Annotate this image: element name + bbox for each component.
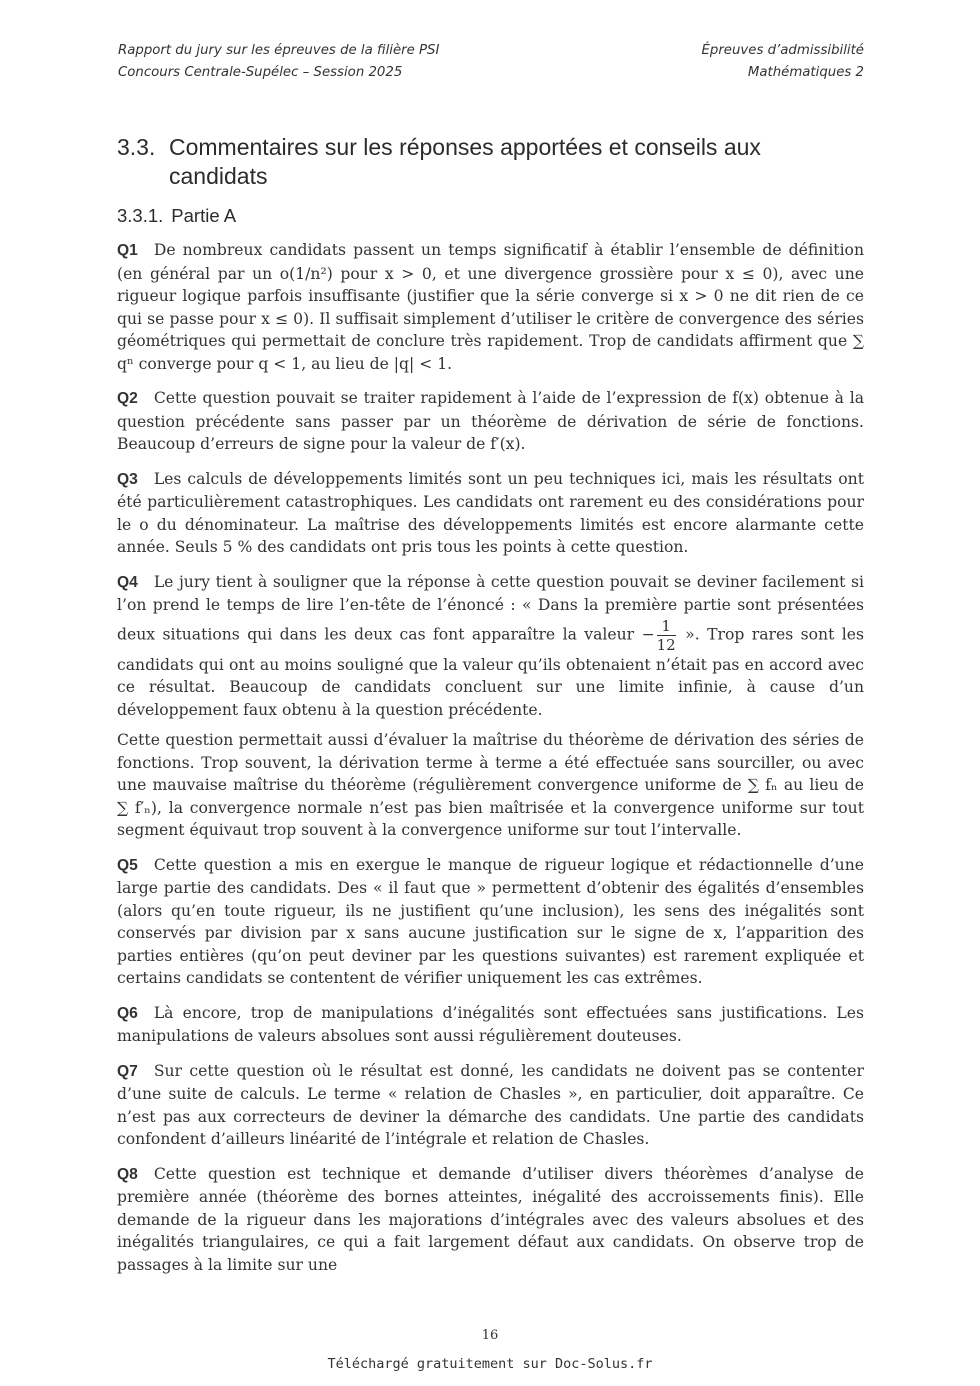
paragraph-q3 xyxy=(117,468,864,559)
page-number: 16 xyxy=(481,1328,499,1343)
paragraph-q5 xyxy=(117,854,864,990)
section-heading xyxy=(117,133,864,191)
paragraph-q6 xyxy=(117,1002,864,1048)
question-label: Q3 xyxy=(117,470,138,488)
fraction-one-twelfth xyxy=(657,617,676,654)
question-label: Q6 xyxy=(117,1004,138,1022)
running-header-left xyxy=(118,40,439,84)
subsection-heading xyxy=(117,205,864,227)
fraction-denominator: 12 xyxy=(656,635,676,654)
question-text-before: Le jury tient à souligner que la réponse à cette question pouvait se deviner facilement si l’on prend le temps de lire l’en-tête de l’énoncé : « Dans la première partie sont présentées deux situations qui dans les deux cas font apparaître la valeur − xyxy=(117,572,864,643)
question-text: Sur cette question où le résultat est donné, les candidats ne doivent pas se contenter d’une suite de calculs. Le terme « relation de Chasles », en particulier, doit apparaître. Ce n’est pas aux correcteurs de deviner la démarche des candidats. Une partie des candidats confondent d’ailleurs linéarité de l’intégrale et relation de Chasles. xyxy=(117,1061,864,1148)
subsection-title: Partie A xyxy=(171,205,237,226)
question-label: Q7 xyxy=(117,1062,138,1080)
section-title: Commentaires sur les réponses apportées et conseils aux candidats xyxy=(169,134,761,189)
page-body xyxy=(117,133,864,1288)
running-header-right xyxy=(702,40,865,84)
subsection-number: 3.3.1. xyxy=(117,205,164,226)
header-report-title: Rapport du jury sur les épreuves de la filière PSI xyxy=(118,43,440,58)
question-text: Cette question pouvait se traiter rapidement à l’aide de l’expression de f(x) obtenue à la question précédente sans passer par un théorème de dérivation de série de fonctions. Beaucoup d’erreurs de signe pour la valeur de f′(x). xyxy=(117,389,864,453)
paragraph-q8 xyxy=(117,1163,864,1277)
question-label: Q8 xyxy=(117,1165,138,1183)
header-contest: Concours Centrale-Supélec – Session 2025 xyxy=(118,65,403,80)
question-label: Q4 xyxy=(117,573,138,591)
header-subject: Mathématiques 2 xyxy=(747,65,864,80)
question-label: Q1 xyxy=(117,242,138,259)
paragraph-q7 xyxy=(117,1060,864,1151)
header-exam-type: Épreuves d’admissibilité xyxy=(701,43,864,58)
paragraph-q4-continued xyxy=(117,729,864,842)
download-footer: Téléchargé gratuitement sur Doc-Solus.fr xyxy=(327,1356,653,1372)
question-text: Là encore, trop de manipulations d’inégalités sont effectuées sans justifications. Les manipulations de valeurs absolues sont aussi régulièrement douteuses. xyxy=(117,1003,864,1045)
paragraph-q4 xyxy=(117,571,864,722)
question-text-after: ». Trop rares sont les candidats qui ont au moins souligné que la valeur qu’ils obtenaient n’était pas en accord avec ce résultat. Beaucoup de candidats concluent sur une limite infinie, à cause d’un développement faux obtenu à la question précédente. xyxy=(117,625,864,719)
section-number: 3.3. xyxy=(117,134,156,160)
question-label: Q5 xyxy=(117,856,138,874)
question-label: Q2 xyxy=(117,390,138,407)
fraction-numerator: 1 xyxy=(657,617,676,636)
question-text: Cette question est technique et demande d’utiliser divers théorèmes d’analyse de première année (théorème des bornes atteintes, inégalité des accroissements finis). Elle demande de la rigueur dans les majorations d’intégrales avec des valeurs absolues et des inégalités triangulaires, ce qui a fait largement défaut aux candidats. On observe trop de passages à la limite sur une xyxy=(117,1164,864,1274)
question-text: Cette question permettait aussi d’évaluer la maîtrise du théorème de dérivation des séries de fonctions. Trop souvent, la dérivation terme à terme a été effectuée sans sourciller, ou avec une mauvaise maîtrise du théorème (régulièrement convergence uniforme de ∑ fₙ au lieu de ∑ f′ₙ), la convergence normale n’est pas bien maîtrisée et la convergence uniforme sur tout segment équivaut trop souvent à la convergence uniforme sur tout l’intervalle. xyxy=(117,731,864,839)
question-text: Les calculs de développements limités sont un peu techniques ici, mais les résultats ont été particulièrement catastrophiques. Les candidats ont rarement eu des considérations pour le o du dénominateur. La maîtrise des développements limités est encore alarmante cette année. Seuls 5 % des candidats ont pris tous les points à cette question. xyxy=(117,469,864,556)
question-text: De nombreux candidats passent un temps significatif à établir l’ensemble de définition (en général par un o(1/n²) pour x > 0, et une divergence grossière pour x ≤ 0), avec une rigueur logique parfois insuffisante (justifier que la série converge si x > 0 ne dit rien de ce qui se passe pour x ≤ 0). Il suffisait simplement d’utiliser le critère de convergence des séries géométriques qui permettait de conclure très rapidement. Trop de candidats affirment que ∑ qⁿ converge pour q < 1, au lieu de |q| < 1. xyxy=(117,241,864,373)
paragraph-q2 xyxy=(117,387,864,456)
paragraph-q1 xyxy=(117,239,864,375)
question-text: Cette question a mis en exergue le manque de rigueur logique et rédactionnelle d’une large partie des candidats. Des « il faut que » permettent d’obtenir des égalités d’ensembles (alors qu’en toute rigueur, ils ne justifient qu’une inclusion), les sens des inégalités sont conservés par division par x sans aucune justification sur le signe de x, l’apparition des parties entières (qu’on peut deviner par les questions suivantes) est rarement expliquée et certains candidats se contentent de vérifier uniquement les cas extrêmes. xyxy=(117,855,864,987)
